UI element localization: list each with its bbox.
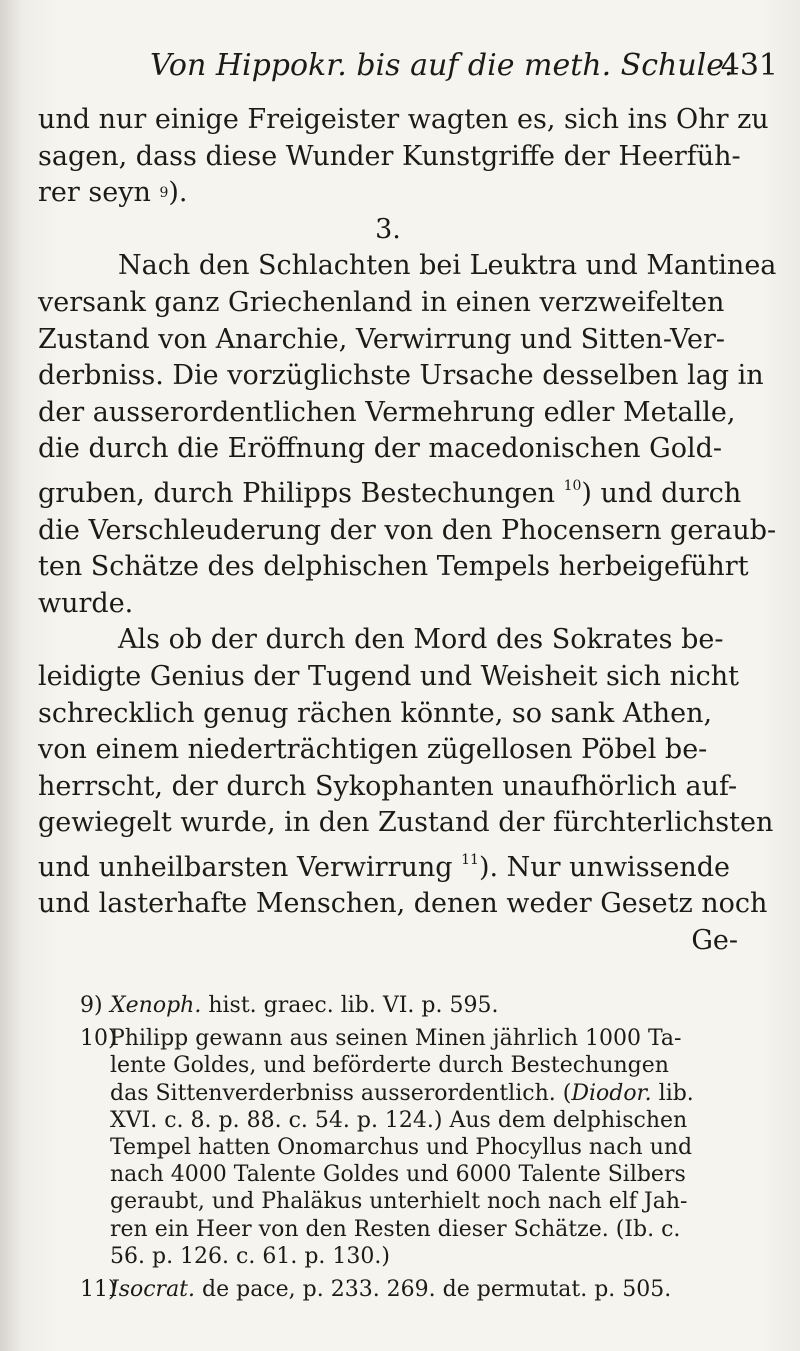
text-line: schrecklich genug rächen könnte, so sank Athen, xyxy=(38,697,713,729)
section-number: 3. xyxy=(375,213,401,245)
text-line: wurde. xyxy=(38,587,134,619)
footnote-ref: 10 xyxy=(563,477,582,494)
text-line: versank ganz Griechenland in einen verzweifelten xyxy=(38,286,725,318)
text-line: herrscht, der durch Sykophanten unaufhörlich auf- xyxy=(38,770,738,802)
catchword: Ge- xyxy=(691,925,738,957)
footnote-ref: 11 xyxy=(461,851,479,868)
text-line: gruben, durch Philipps Bestechungen $^{10}$) und durch xyxy=(38,477,742,509)
text-line: und nur einige Freigeister wagten es, sich ins Ohr zu xyxy=(38,104,769,135)
text-line: Nach den Schlachten bei Leuktra und Mantinea xyxy=(118,250,777,282)
footnote-10: 10) Philipp gewann aus seinen Minen jährlich 1000 Ta- lente Goldes, und beförderte durch Bestechungen das Sittenverderbniss ausserordentlich. (Diodor. lib. XVI. c. 8. p. 88. c. 54. p. 124.) Aus dem delphischen Tempel hatten Onomarchus und Phocyllus nach und nach 4000 Talente Goldes und 6000 Talente Silbers geraubt, und Phaläkus unterhielt noch nach elf Jah- ren ein Heer von den Resten dieser Schätze. (Ib. c. 56. p. 126. c. 61. p. 130.) xyxy=(80,1026,694,1269)
text-line: der ausserordentlichen Vermehrung edler Metalle, xyxy=(38,396,736,428)
running-title: Von Hippokr. bis auf die meth. Schule. xyxy=(150,48,734,83)
text-line: gewiegelt wurde, in den Zustand der fürchterlichsten xyxy=(38,807,774,839)
main-text xyxy=(38,102,777,960)
text-line: derbniss. Die vorzüglichste Ursache desselben lag in xyxy=(38,360,764,392)
text-line: von einem niederträchtigen zügellosen Pöbel be- xyxy=(38,734,708,766)
text-line: sagen, dass diese Wunder Kunstgriffe der Heerfüh- xyxy=(38,140,741,172)
text-line: leidigte Genius der Tugend und Weisheit sich nicht xyxy=(38,660,739,692)
footnote-ref: 9 xyxy=(159,185,169,202)
footnotes xyxy=(80,992,740,1303)
page-header xyxy=(150,48,778,88)
text-line: Zustand von Anarchie, Verwirrung und Sitten-Ver- xyxy=(38,323,726,355)
footnote-11: 11) Isocrat. de pace, p. 233. 269. de permutat. p. 505. xyxy=(80,1277,672,1303)
text-line: rer seyn 9 ). xyxy=(38,175,738,212)
text-line: und unheilbarsten Verwirrung $^{11}$). Nur unwissende xyxy=(38,851,731,883)
text-line: die durch die Eröffnung der macedonischen Gold- xyxy=(38,433,723,465)
text-line: die Verschleuderung der von den Phocensern geraub- xyxy=(38,514,777,546)
text-line: und lasterhafte Menschen, denen weder Gesetz noch xyxy=(38,888,768,920)
text-line: Als ob der durch den Mord des Sokrates be- xyxy=(118,624,724,656)
page-number: 431 xyxy=(720,48,778,83)
footnote-9: 9) Xenoph. hist. graec. lib. VI. p. 595. xyxy=(80,993,499,1018)
text-line: ten Schätze des delphischen Tempels herbeigeführt xyxy=(38,551,749,583)
